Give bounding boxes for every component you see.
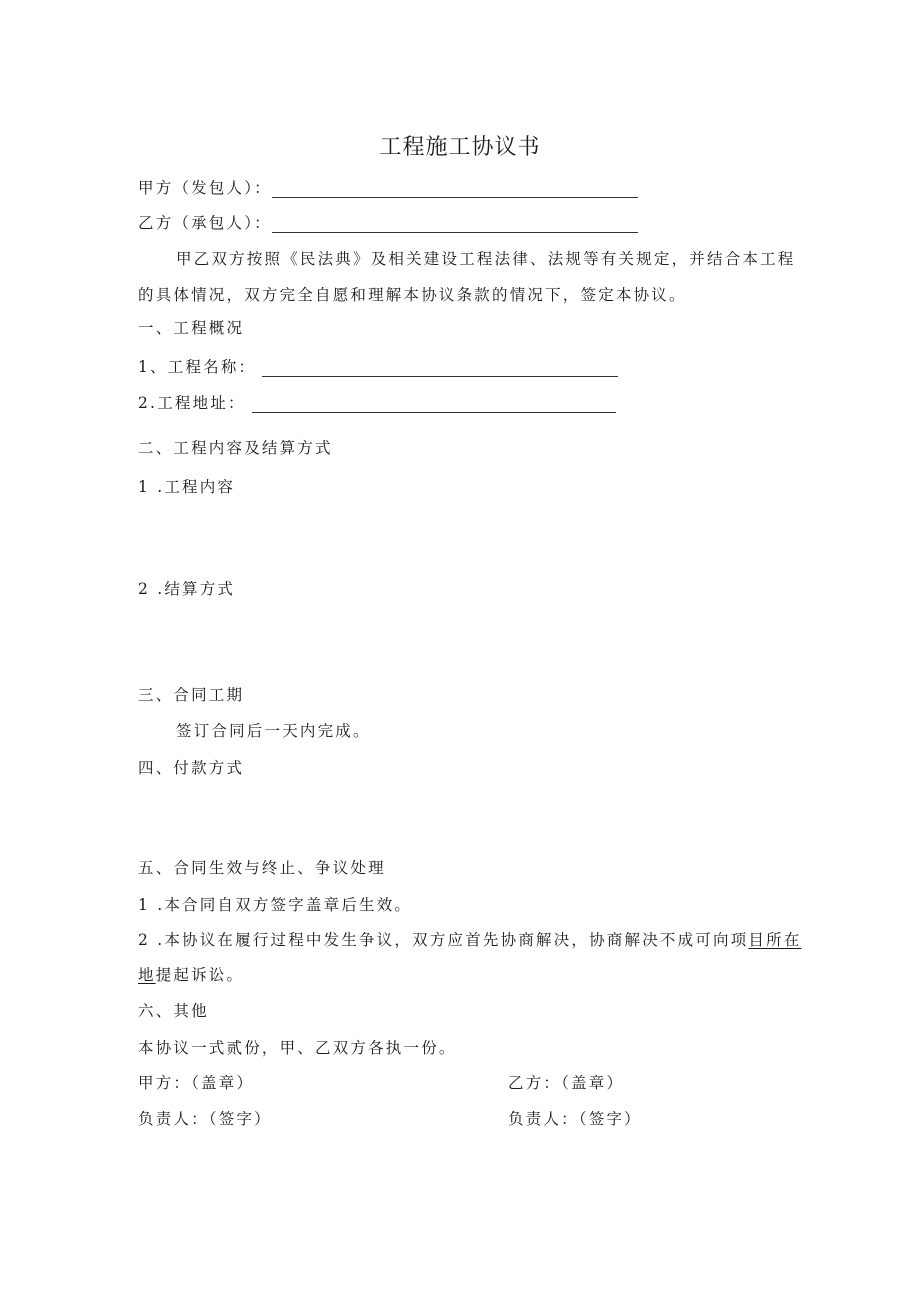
document-title: 工程施工协议书	[379, 135, 541, 160]
intro-line-2: 的具体情况，双方完全自愿和理解本协议条款的情况下，签定本协议。	[138, 286, 687, 304]
signature-party-b: 乙方：（盖章）	[508, 1074, 625, 1092]
party-b-blank[interactable]	[272, 215, 638, 233]
intro-line-1: 甲乙双方按照《民法典》及相关建设工程法律、法规等有关规定，并结合本工程	[176, 250, 796, 268]
contract-period-text: 签订合同后一天内完成。	[176, 722, 371, 740]
party-b-label: 乙方（承包人）：	[138, 214, 272, 232]
project-address-blank[interactable]	[252, 395, 616, 413]
signature-party-a: 甲方：（盖章）	[138, 1074, 255, 1092]
project-address-row	[138, 393, 616, 413]
section-6-heading: 六、其他	[138, 1002, 209, 1020]
dispute-clause-line-1	[138, 930, 802, 950]
party-b-row	[138, 213, 638, 233]
party-a-blank[interactable]	[272, 180, 638, 198]
signature-person-a: 负责人：（签字）	[138, 1110, 272, 1128]
dispute-clause-underlined-2: 地	[138, 966, 156, 984]
dispute-clause-end: 提起诉讼。	[155, 966, 245, 984]
party-a-label: 甲方（发包人）：	[138, 179, 272, 197]
section-1-heading: 一、工程概况	[138, 319, 245, 337]
copies-text: 本协议一式贰份，甲、乙双方各执一份。	[138, 1039, 457, 1057]
project-address-label: 2.工程地址：	[138, 394, 246, 412]
signature-person-b: 负责人：（签字）	[508, 1110, 642, 1128]
effective-clause: 1 .本合同自双方签字盖章后生效。	[138, 896, 413, 914]
dispute-clause-underlined: 目所在	[748, 931, 802, 949]
dispute-clause-text: 2 .本协议在履行过程中发生争议，双方应首先协商解决，协商解决不成可向项	[138, 931, 749, 949]
project-name-row	[138, 357, 618, 377]
work-content-item: 1 .工程内容	[138, 478, 236, 496]
party-a-row	[138, 178, 638, 198]
dispute-clause-line-2	[138, 965, 244, 985]
project-name-label: 1、工程名称：	[138, 358, 257, 376]
section-5-heading: 五、合同生效与终止、争议处理	[138, 859, 386, 877]
section-3-heading: 三、合同工期	[138, 686, 245, 704]
section-4-heading: 四、付款方式	[138, 759, 245, 777]
section-2-heading: 二、工程内容及结算方式	[138, 439, 333, 457]
settlement-method-item: 2 .结算方式	[138, 580, 236, 598]
project-name-blank[interactable]	[262, 359, 618, 377]
